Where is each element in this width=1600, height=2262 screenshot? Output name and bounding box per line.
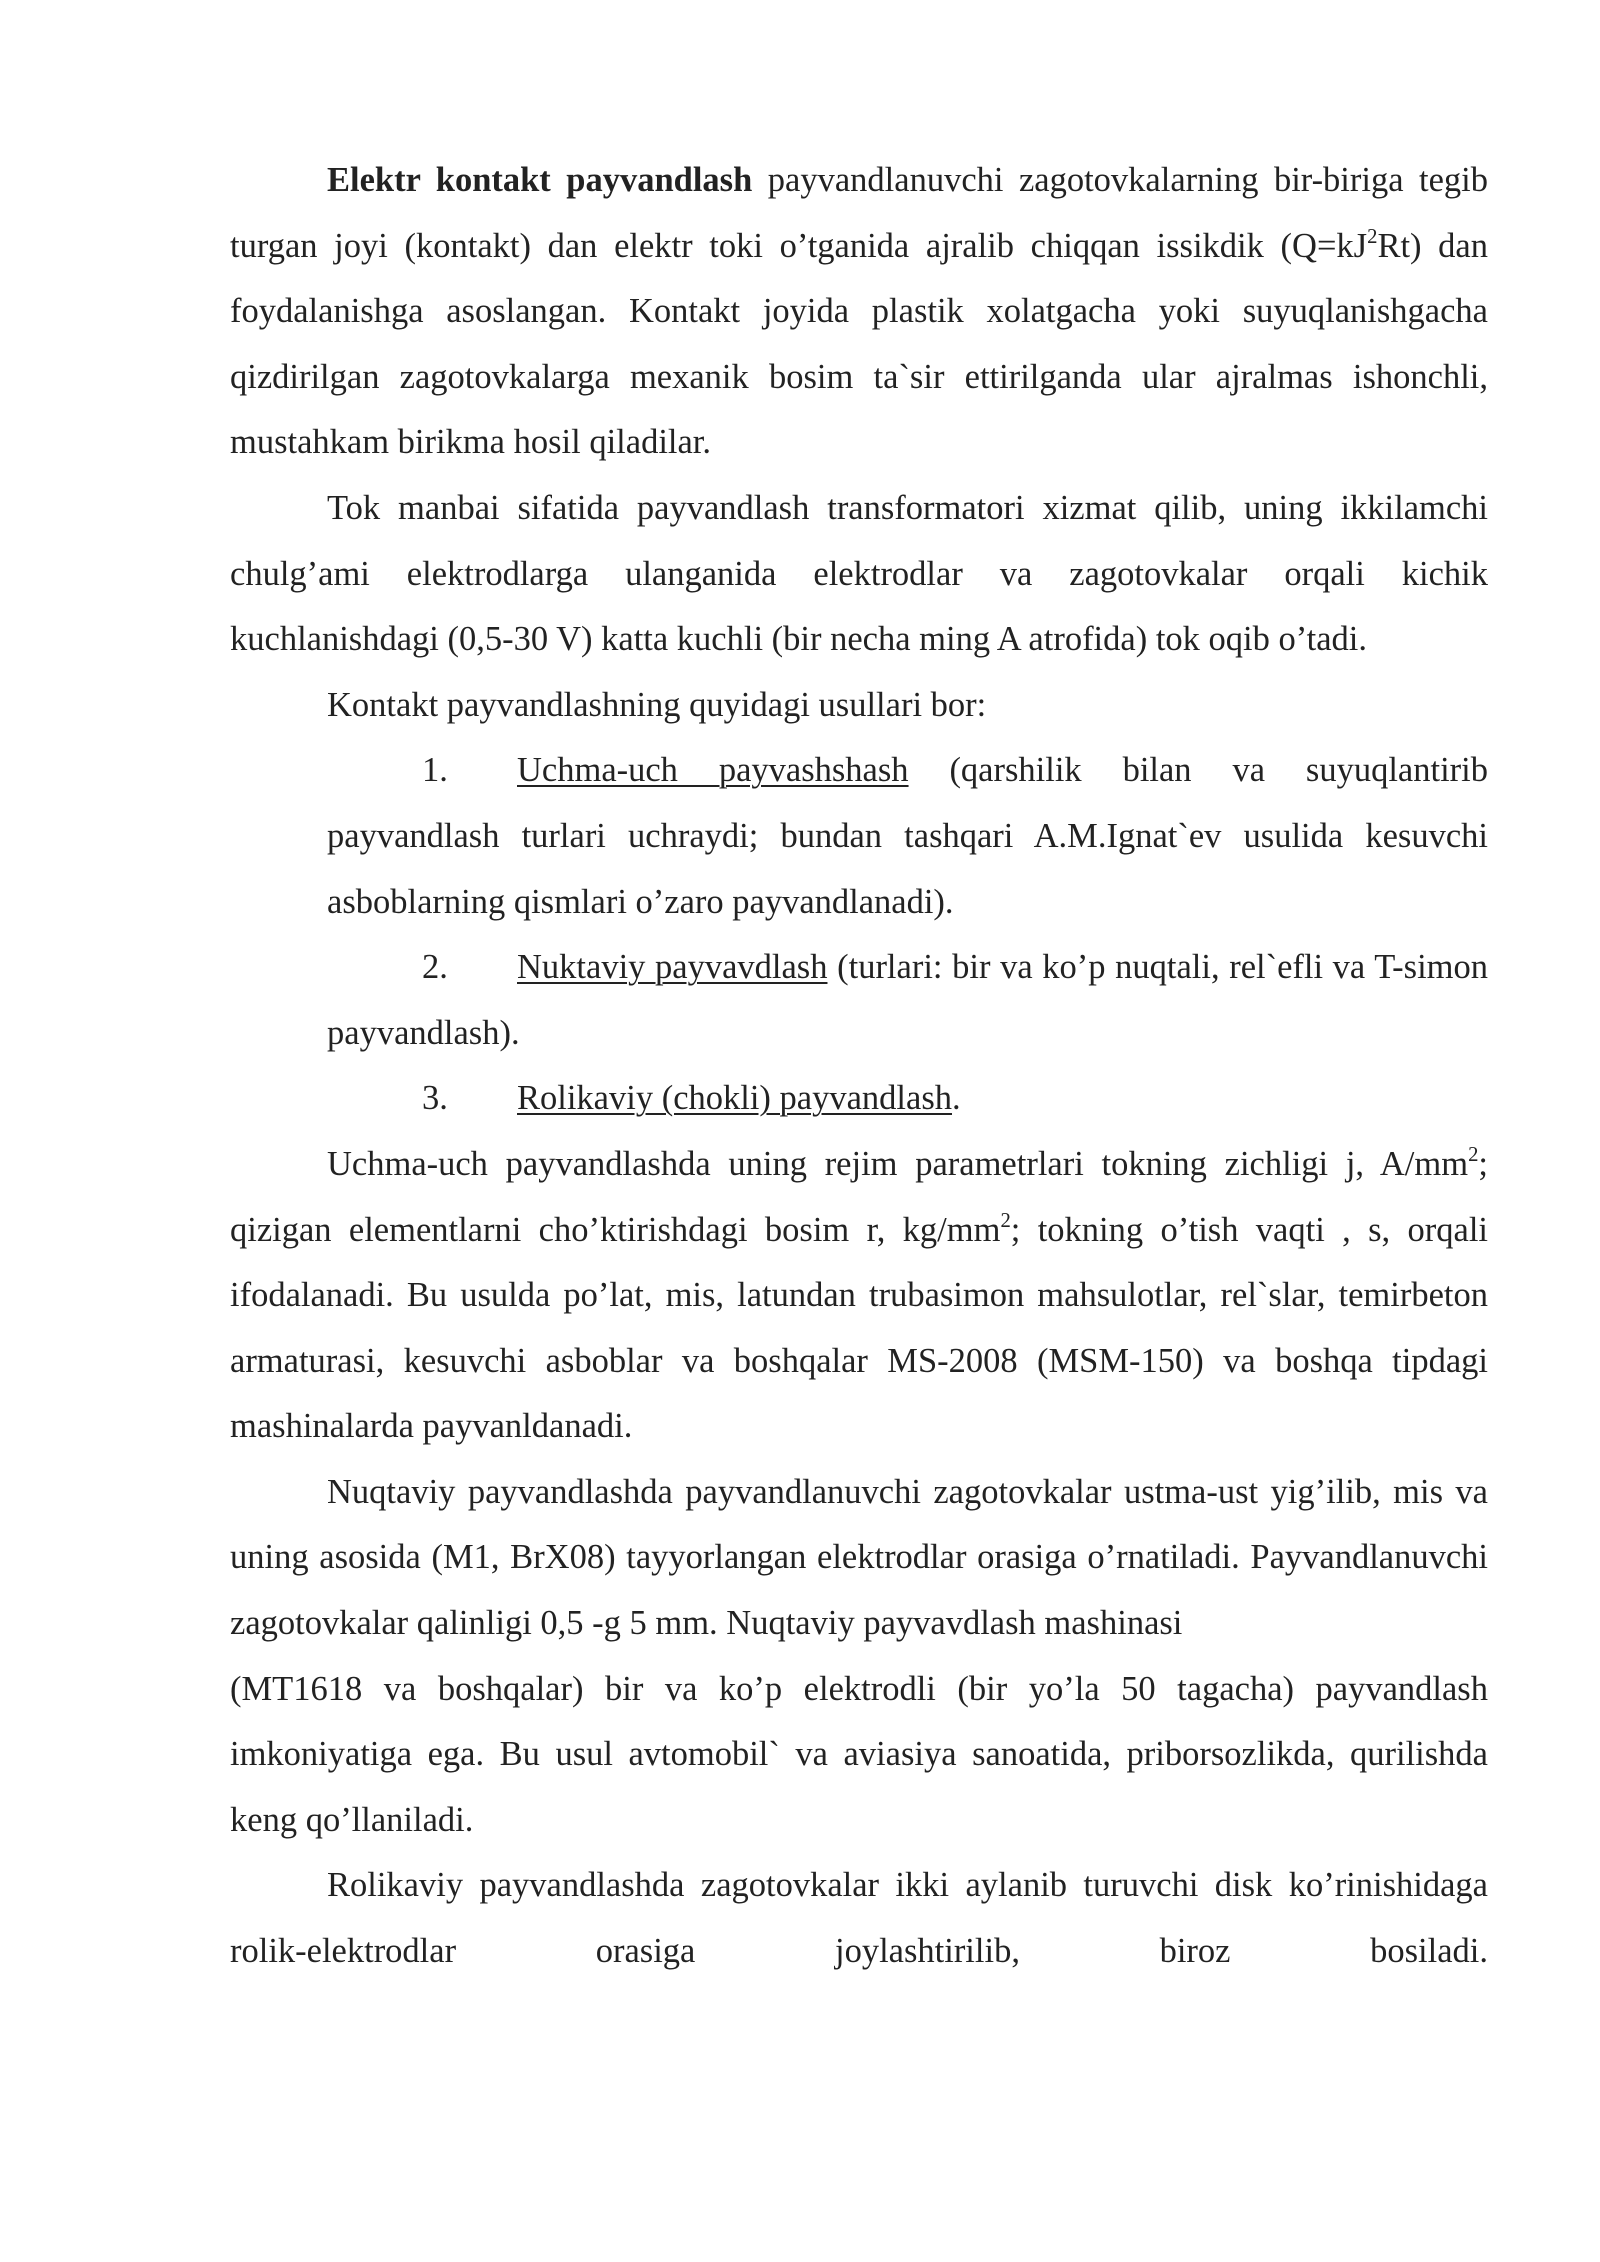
list-item-text: (qarshilik bilan va suyuqlantirib payvandlash turlari uchraydi; bundan tashqari A.M.Ignat`ev usulida kesuvchi asboblarning qismlari o’zaro payvandlanadi). (327, 751, 1488, 921)
list-item-title: Uchma-uch payvashshash (517, 751, 909, 790)
list-number: 3. (422, 1079, 448, 1118)
paragraph-spot-welding-continued: (MT1618 va boshqalar) bir va ko’p elektrodli (bir yo’la 50 tagacha) payvandlash imkoniyatiga ega. Bu usul avtomobil` va aviasiya sanoatida, priborsozlikda, qurilishda keng qo’llaniladi. (230, 1669, 1488, 1839)
list-number: 1. (422, 751, 448, 790)
paragraph-power-source: Tok manbai sifatida payvandlash transformatori xizmat qilib, uning ikkilamchi chulg’ami elektrodlarga ulanganida elektrodlar va zagotovkalar orqali kichik kuchlanishdagi (0,5-30 V) katta kuchli (bir necha ming A atrofida) tok oqib o’tadi. (230, 488, 1488, 659)
list-item-text: (turlari: bir va ko’p nuqtali, rel`efli va T-simon payvandlash). (327, 948, 1488, 1052)
superscript: 2 (1468, 1144, 1479, 1167)
paragraph-methods-intro: Kontakt payvandlashning quyidagi usullari bor: (327, 685, 987, 724)
paragraph-spot-welding: Nuqtaviy payvandlashda payvandlanuvchi zagotovkalar ustma-ust yig’ilib, mis va uning asosida (M1, BrX08) tayyorlangan elektrodlar orasiga o’rnatiladi. Payvandlanuvchi zagotovkalar qalinligi 0,5 -g 5 mm. Nuqtaviy payvavdlash mashinasi (230, 1472, 1488, 1643)
list-item-1 (327, 738, 1488, 935)
list-item-text: . (952, 1079, 961, 1118)
list-number: 2. (422, 948, 448, 987)
list-item-title: Nuktaviy payvavdlash (517, 948, 828, 987)
paragraph-butt-text-2: ; qizigan elementlarni cho’ktirishdagi bosim r, kg/mm (230, 1144, 1488, 1249)
paragraph-butt-text-3: ; tokning o’tish vaqti , s, orqali ifodalanadi. Bu usulda po’lat, mis, latundan trubasimon mahsulotlar, rel`slar, temirbeton armaturasi, kesuvchi asboblar va boshqalar MS-2008 (MSM-150) va boshqa tipdagi mashinalarda payvanldanadi. (230, 1210, 1488, 1446)
superscript: 2 (1367, 226, 1378, 249)
superscript: 2 (1000, 1209, 1011, 1232)
paragraph-roller-welding: Rolikaviy payvandlashda zagotovkalar ikki aylanib turuvchi disk ko’rinishidaga rolik-elektrodlar orasiga joylashtirilib, biroz bosiladi. (230, 1866, 1488, 1971)
bold-term: Elektr kontakt payvandlash (327, 161, 753, 199)
paragraph-butt-welding (230, 1132, 1488, 1460)
list-item-title: Rolikaviy (chokli) payvandlash (517, 1079, 952, 1118)
list-item-2 (327, 935, 1488, 1066)
paragraph-butt-text-1: Uchma-uch payvandlashda uning rejim parametrlari tokning zichligi j, A/mm (327, 1144, 1469, 1183)
paragraph-intro-text-2: Rt) dan foydalanishga asoslangan. Kontakt joyida plastik xolatgacha yoki suyuqlanishgacha qizdirilgan zagotovkalarga mexanik bosim ta`sir ettirilganda ular ajralmas ishonchli, mustahkam birikma hosil qiladilar. (230, 226, 1488, 462)
paragraph-intro (230, 148, 1488, 476)
paragraph-intro-text-1: payvandlanuvchi zagotovkalarning bir-biriga tegib turgan joyi (kontakt) dan elektr toki o’tganida ajralib chiqqan issikdik (Q=kJ (230, 161, 1489, 265)
document-page (230, 148, 1488, 1985)
list-item-3 (327, 1066, 1488, 1132)
